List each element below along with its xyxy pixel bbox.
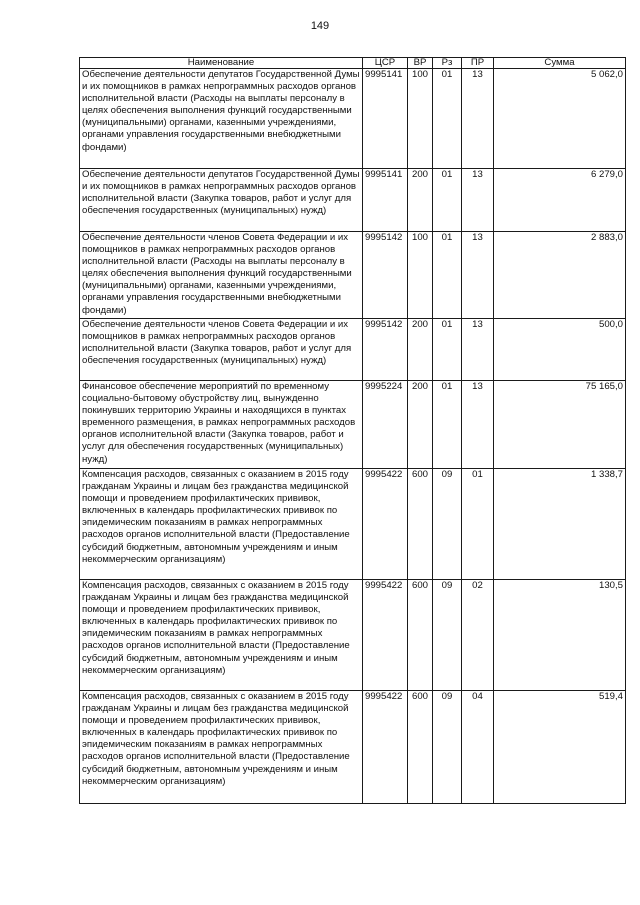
row-vr: 100 [408,69,433,169]
row-sum: 1 338,7 [494,469,626,580]
row-csr: 9995224 [363,381,408,469]
row-csr: 9995142 [363,232,408,319]
row-rz: 09 [433,691,462,804]
row-vr: 200 [408,319,433,381]
row-pr: 04 [462,691,494,804]
table-header-row [80,58,626,69]
row-name: Обеспечение деятельности членов Совета Федерации и их помощников в рамках непрограммных расходов органов исполнительной власти (Расходы на выплаты персоналу в целях обеспечения выполнения функций государственными (муниципальными) органами, казенными учреждениями, органами управления государственными внебюджетными фондами) [80,232,363,319]
row-sum: 6 279,0 [494,169,626,232]
row-rz: 01 [433,381,462,469]
row-rz: 01 [433,232,462,319]
row-sum: 2 883,0 [494,232,626,319]
row-pr: 02 [462,580,494,691]
row-pr: 01 [462,469,494,580]
table-row [80,469,626,580]
row-name: Финансовое обеспечение мероприятий по временному социально-бытовому обустройству лиц, вынужденно покинувших территорию Украины и находящихся в пунктах временного размещения, в рамках непрограммных расходов органов исполнительной власти (Закупка товаров, работ и услуг для обеспечения государственных (муниципальных) нужд) [80,381,363,469]
row-csr: 9995422 [363,691,408,804]
row-name: Обеспечение деятельности депутатов Государственной Думы и их помощников в рамках непрограммных расходов органов исполнительной власти (Расходы на выплаты персоналу в целях обеспечения выполнения функций государственными (муниципальными) органами, казенными учреждениями, органами управления государственными внебюджетными фондами) [80,69,363,169]
row-pr: 13 [462,69,494,169]
header-vr: ВР [408,58,433,69]
row-sum: 75 165,0 [494,381,626,469]
header-pr: ПР [462,58,494,69]
row-csr: 9995141 [363,69,408,169]
row-csr: 9995422 [363,469,408,580]
row-sum: 500,0 [494,319,626,381]
page-number: 149 [310,20,330,32]
table-row [80,69,626,169]
row-vr: 200 [408,169,433,232]
budget-table [79,57,626,804]
table-row [80,319,626,381]
row-pr: 13 [462,381,494,469]
header-csr: ЦСР [363,58,408,69]
row-vr: 600 [408,580,433,691]
row-name: Обеспечение деятельности членов Совета Федерации и их помощников в рамках непрограммных расходов органов исполнительной власти (Закупка товаров, работ и услуг для обеспечения государственных (муниципальных) нужд) [80,319,363,381]
table-row [80,232,626,319]
table-row [80,580,626,691]
header-rz: Рз [433,58,462,69]
table-row [80,381,626,469]
row-name: Обеспечение деятельности депутатов Государственной Думы и их помощников в рамках непрограммных расходов органов исполнительной власти (Закупка товаров, работ и услуг для обеспечения государственных (муниципальных) нужд) [80,169,363,232]
row-rz: 01 [433,319,462,381]
row-sum: 5 062,0 [494,69,626,169]
row-pr: 13 [462,319,494,381]
row-vr: 600 [408,469,433,580]
row-rz: 09 [433,469,462,580]
row-csr: 9995142 [363,319,408,381]
row-pr: 13 [462,232,494,319]
table-row [80,691,626,804]
row-vr: 100 [408,232,433,319]
row-rz: 01 [433,169,462,232]
row-name: Компенсация расходов, связанных с оказанием в 2015 году гражданам Украины и лицам без гражданства медицинской помощи и проведением профилактических прививок, включенных в календарь профилактических прививок по эпидемическим показаниям в рамках непрограммных расходов органов исполнительной власти (Предоставление субсидий бюджетным, автономным учреждениям и иным некоммерческим организациям) [80,691,363,804]
header-name: Наименование [80,58,363,69]
row-sum: 519,4 [494,691,626,804]
row-name: Компенсация расходов, связанных с оказанием в 2015 году гражданам Украины и лицам без гражданства медицинской помощи и проведением профилактических прививок, включенных в календарь профилактических прививок по эпидемическим показаниям в рамках непрограммных расходов органов исполнительной власти (Предоставление субсидий бюджетным, автономным учреждениям и иным некоммерческим организациям) [80,469,363,580]
row-vr: 200 [408,381,433,469]
row-csr: 9995141 [363,169,408,232]
row-pr: 13 [462,169,494,232]
row-sum: 130,5 [494,580,626,691]
row-csr: 9995422 [363,580,408,691]
header-sum: Сумма [494,58,626,69]
row-rz: 01 [433,69,462,169]
table-row [80,169,626,232]
row-name: Компенсация расходов, связанных с оказанием в 2015 году гражданам Украины и лицам без гражданства медицинской помощи и проведением профилактических прививок, включенных в календарь профилактических прививок по эпидемическим показаниям в рамках непрограммных расходов органов исполнительной власти (Предоставление субсидий бюджетным, автономным учреждениям и иным некоммерческим организациям) [80,580,363,691]
row-vr: 600 [408,691,433,804]
row-rz: 09 [433,580,462,691]
